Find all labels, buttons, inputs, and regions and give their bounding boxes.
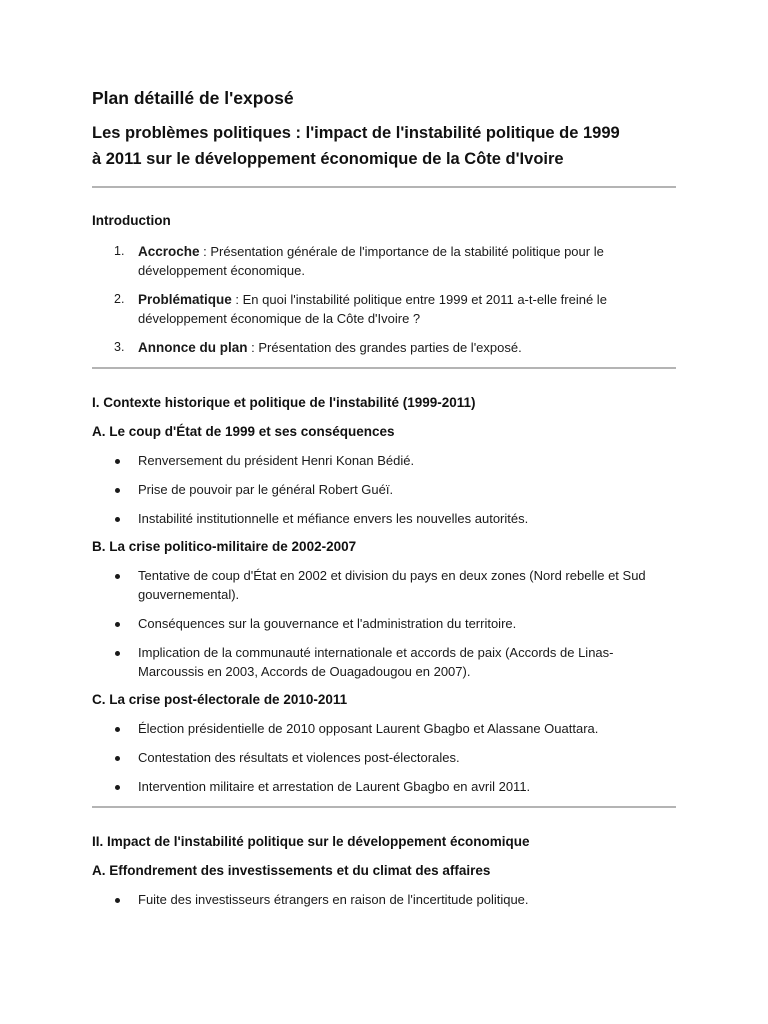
bullet-item [92,480,676,499]
bullet-item [92,451,676,470]
part-1-heading: I. Contexte historique et politique de l'instabilité (1999-2011) [92,395,476,410]
divider [92,186,676,188]
bullet-item [92,890,676,909]
bullet-icon [115,622,120,627]
bullet-text: Élection présidentielle de 2010 opposant Laurent Gbagbo et Alassane Ouattara. [138,721,599,736]
introduction-list [92,242,676,357]
document-subtitle-line-2: à 2011 sur le développement économique de la Côte d'Ivoire [92,150,564,168]
part-1-subsection-b-heading: B. La crise politico-militaire de 2002-2007 [92,539,357,554]
document-subtitle [92,120,676,172]
part-1-section [92,394,676,796]
bullet-icon [115,651,120,656]
bullet-text: Conséquences sur la gouvernance et l'administration du territoire. [138,616,517,631]
bullet-text: Renversement du président Henri Konan Bédié. [138,453,415,468]
part-1-subsection-c-heading: C. La crise post-électorale de 2010-2011 [92,692,348,707]
bullet-item [92,509,676,528]
part-1-subsection-a-list [92,451,676,528]
part-2-subsection-a-list [92,890,676,909]
list-text: : Présentation des grandes parties de l'exposé. [247,340,522,355]
bullet-icon [115,488,120,493]
bullet-item [92,777,676,796]
part-2-section [92,833,676,909]
list-text: : Présentation générale de l'importance de la stabilité politique pour le développement économique. [138,244,604,278]
bullet-icon [115,459,120,464]
bullet-icon [115,785,120,790]
bullet-item [92,719,676,738]
list-item [92,242,676,280]
introduction-heading: Introduction [92,213,171,228]
divider [92,367,676,369]
list-item [92,338,676,357]
list-term: Accroche [138,244,200,259]
list-term: Problématique [138,292,232,307]
introduction-section [92,212,676,357]
bullet-text: Instabilité institutionnelle et méfiance envers les nouvelles autorités. [138,511,529,526]
bullet-text: Intervention militaire et arrestation de Laurent Gbagbo en avril 2011. [138,779,531,794]
list-term: Annonce du plan [138,340,248,355]
bullet-item [92,614,676,633]
list-text: : En quoi l'instabilité politique entre 1999 et 2011 a-t-elle freiné le développement économique de la Côte d'Ivoire ? [138,292,607,326]
bullet-icon [115,517,120,522]
part-2-heading: II. Impact de l'instabilité politique sur le développement économique [92,834,530,849]
bullet-text: Fuite des investisseurs étrangers en raison de l'incertitude politique. [138,892,529,907]
part-1-subsection-a-heading: A. Le coup d'État de 1999 et ses conséquences [92,424,395,439]
bullet-icon [115,727,120,732]
document-subtitle-line-1: Les problèmes politiques : l'impact de l'instabilité politique de 1999 [92,124,620,142]
bullet-item [92,748,676,767]
document-title: Plan détaillé de l'exposé [92,88,294,108]
bullet-text: Contestation des résultats et violences post-électorales. [138,750,460,765]
bullet-item [92,643,676,681]
bullet-text: Implication de la communauté internationale et accords de paix (Accords de Linas-Marcoussis en 2003, Accords de Ouagadougou en 2007). [138,645,614,679]
bullet-icon [115,756,120,761]
list-number: 2. [114,292,125,306]
part-1-subsection-c-list [92,719,676,796]
list-number: 3. [114,340,125,354]
part-2-subsection-a-heading: A. Effondrement des investissements et du climat des affaires [92,863,491,878]
bullet-text: Prise de pouvoir par le général Robert Guéï. [138,482,394,497]
bullet-icon [115,898,120,903]
list-number: 1. [114,244,125,258]
divider [92,806,676,808]
bullet-text: Tentative de coup d'État en 2002 et division du pays en deux zones (Nord rebelle et Sud gouvernemental). [138,568,646,602]
bullet-icon [115,574,120,579]
part-1-subsection-b-list [92,566,676,681]
list-item [92,290,676,328]
bullet-item [92,566,676,604]
